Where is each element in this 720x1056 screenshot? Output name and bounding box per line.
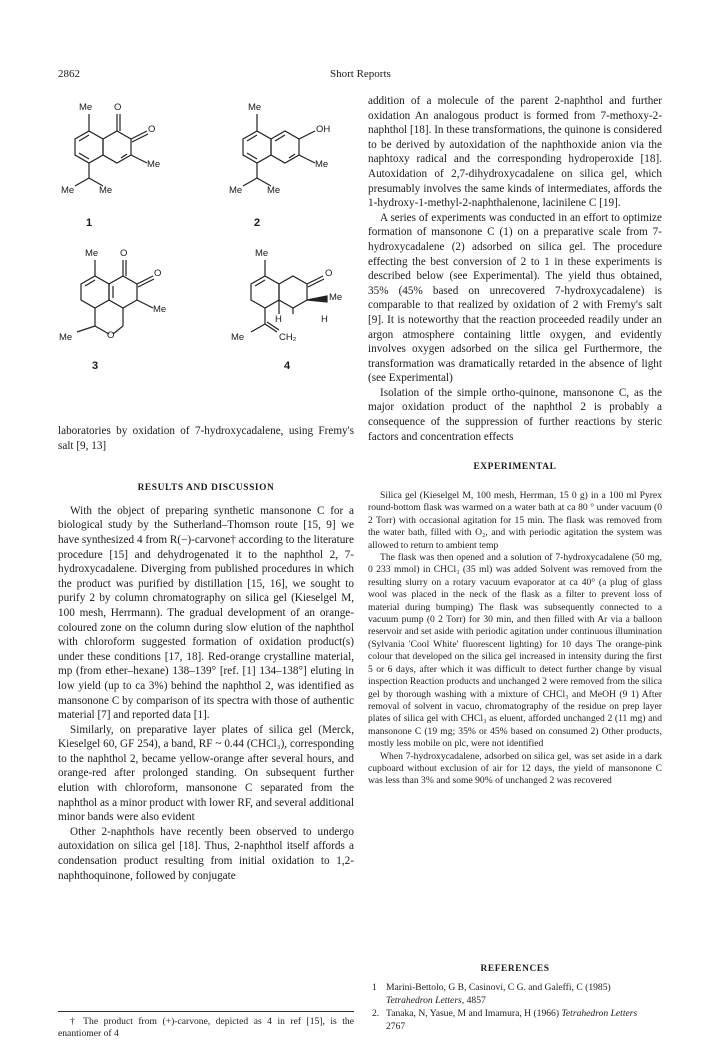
reference-item [372, 1008, 662, 1033]
experimental-paragraph: The flask was then opened and a solution of 7-hydroxycadalene (50 mg, 0 233 mmol) in CHCl₃ (35 ml) was added Solvent was removed from the resulting slurry on a rotary vacuum evaporator at ca 40° (a plug of glass wool was placed in the neck of the flask as a filter to prevent loss of material during bumping) The flask was subsequently connected to a vacuum pump (0 2 Torr) for 30 min, and then filled with Ar via a balloon reservoir and set aside with periodic agitation under continuous illumination (Sylvania 'Cool White' fluorescent lighting) for 10 days The orange-pink colour that developed on the silica gel increased in intensity during the first 5 or 6 days, after which it was difficult to detect further change by visual inspection Reaction products and unchanged 2 were removed from the silica gel by thorough washing with a mixture of CHCl₃ and MeOH (9 1) After removal of solvent in vacuo, chromatography of the residue on prep layer plates of silica gel with CHCl₃ as eluent, afforded unchanged 2 (11 mg) and mansonone C (19 mg; 35% or 45% based on consumed 2) Other products, mostly less mobile on plc, were not identified [368, 552, 662, 750]
experimental-section [368, 490, 662, 788]
methyl-label: Me [147, 159, 161, 170]
hydroxyl-label: OH [316, 124, 331, 135]
running-title: Short Reports [330, 68, 391, 80]
methyl-label: Me [248, 102, 262, 113]
section-heading-experimental: EXPERIMENTAL [473, 462, 557, 472]
section-heading-results: RESULTS AND DISCUSSION [137, 483, 275, 494]
left-column [58, 424, 354, 883]
reference-item [372, 982, 662, 1007]
footnote [58, 1016, 354, 1041]
section-heading-references: REFERENCES [480, 964, 550, 974]
reference-journal: Tetrahedron Letters, [386, 994, 465, 1006]
methyl-label: Me [79, 102, 93, 113]
structure-1-drawing [55, 92, 355, 422]
oxygen-label: O [325, 268, 333, 279]
methyl-label: Me [153, 304, 167, 315]
experimental-paragraph: Silica gel (Kieselgel M, 100 mesh, Herrman, 15 0 g) in a 100 ml Pyrex round-bottom flask was warmed on a water bath at ca 80 ° under vacuum (0 2 Torr) with occasional agitation for 15 min. The flask was removed from the water bath, filled with O₂, and with periodic agitation the system was allowed to return to ambient temp [368, 490, 662, 551]
body-paragraph: Similarly, on preparative layer plates of silica gel (Merck, Kieselgel 60, GF 254), a band, RF ~ 0.44 (CHCl₃), corresponding to the naphthol 2, became yellow-orange after several hours, and orange-red after prolonged standing. On subsequent further elution with chloroform, mansonone C separated from the naphthol as a minor product with lower RF, and several additional minor bands were also evident [58, 723, 354, 824]
methyl-label: Me [329, 292, 343, 303]
body-paragraph: addition of a molecule of the parent 2-naphthol and further oxidation An analogous product is formed from 7-methoxy-2-naphthol [18]. In these transformations, the quinone is considered to be derived by autoxidation of the naphthoxide anion via the naphtoxy radical and the corresponding hydroperoxide [18]. Autoxidation of 2,7-dihydroxycadalene on silica gel, which presumably involves the same kinds of intermediates, affords the 1-hydroxy-1-methyl-2-naphthalenone, lacinilene C [19]. [368, 95, 662, 210]
body-paragraph: With the object of preparing synthetic mansonone C for a biological study by the Sutherland–Thomson route [15, 9] we have synthesized 4 from R(−)-carvone† according to the literature procedure [15] and dehydrogenated it to the naphthol 2, 7-hydroxycadalene. Diverging from published procedures in which the product was purified by distillation [15, 16], we sought to purify 2 by column chromatography on silica gel (Kieselgel M, 100 mesh, Herrmann). The gradual development of an orange-coloured zone on the column during slow elution of the naphthol with chloroform suggested formation of oxidation product(s) under these conditions [17, 18]. Red-orange crystalline material, mp (from ether–hexane) 138–139° [ref. [1] 134–138°] eluting in low yield (up to ca 3%) behind the naphthol 2, was identified as mansonone C by comparison of its spectra with those of authentic material [7] and reported data [1]. [58, 504, 354, 722]
intro-tail-paragraph: laboratories by oxidation of 7-hydroxycadalene, using Fremy's salt [9, 13] [58, 425, 354, 452]
body-paragraph: Isolation of the simple ortho-quinone, mansonone C, as the major oxidation product of the naphthol 2 is probably a consequence of the suppression of further reactions by steric factors and concentration effects [368, 386, 662, 443]
methyl-label: Me [315, 159, 329, 170]
oxygen-label: O [148, 124, 156, 135]
reference-detail: 2767 [386, 1020, 406, 1032]
methyl-label: Me [85, 248, 99, 259]
body-paragraph: Other 2-naphthols have recently been observed to undergo autoxidation on silica gel [18]. Thus, 2-naphthol itself affords a condensation product resulting from initial oxidation to 1,2-naphthoquinone, followed by conjugate [58, 825, 354, 882]
compound-number-3: 3 [92, 360, 99, 372]
reference-number: 1 [372, 982, 377, 993]
reference-detail: 4857 [466, 994, 486, 1006]
hydrogen-label: H [321, 314, 328, 325]
oxygen-label: O [107, 330, 115, 341]
methyl-label: Me [61, 185, 75, 196]
oxygen-label: O [120, 248, 128, 259]
methyl-label: Me [267, 185, 281, 196]
methyl-label: Me [229, 185, 243, 196]
methylene-label: CH₂ [279, 332, 297, 343]
right-column [368, 94, 662, 444]
compound-number-4: 4 [284, 360, 291, 372]
methyl-label: Me [231, 332, 245, 343]
compound-number-1: 1 [86, 217, 93, 229]
reference-authors: Tanaka, N, Yasue, M and Imamura, H (1966) [386, 1008, 560, 1020]
body-paragraph: A series of experiments was conducted in an effort to optimize formation of mansonone C (1) on a preparative scale from 7-hydroxycadalene (2) adsorbed on silica gel. The procedure effecting the best conversion of 2 to 1 in these experiments is described below (see Experimental). The yield thus obtained, 35% (45% based on unrecovered 7-hydroxycadalene) is comparable to that realized by oxidation of 2 with Fremy's salt [9]. It is noteworthy that the reaction proceeded readily under an argon atmosphere containing little oxygen, and evidently involves oxygen adsorbed on the silica gel Furthermore, the transformation was dramatically retarded in the absence of light (see Experimental) [368, 211, 662, 385]
reference-number: 2. [372, 1008, 380, 1020]
footnote-text: † The product from (+)-carvone, depicted as 4 in ref [15], is the enantiomer of 4 [58, 1016, 354, 1040]
compound-number-2: 2 [254, 217, 261, 229]
methyl-label: Me [255, 248, 269, 259]
footnote-divider [58, 1011, 354, 1012]
reference-authors: Marini-Bettolo, G B, Casinovi, C G. and Galeffi, C (1985) [386, 982, 611, 993]
hydrogen-label: H [275, 314, 282, 325]
reference-list [372, 982, 662, 1033]
oxygen-label: O [154, 268, 162, 279]
methyl-label: Me [59, 332, 73, 343]
methyl-label: Me [99, 185, 113, 196]
oxygen-label: O [114, 102, 122, 113]
page-number: 2862 [58, 68, 80, 80]
chemical-structures [55, 92, 355, 422]
reference-journal: Tetrahedron Letters [561, 1008, 638, 1020]
experimental-paragraph: When 7-hydroxycadalene, adsorbed on silica gel, was set aside in a dark cupboard without exclusion of air for 12 days, the yield of mansonone C was less than 3% and some 90% of unchanged 2 was recovered [368, 750, 662, 787]
